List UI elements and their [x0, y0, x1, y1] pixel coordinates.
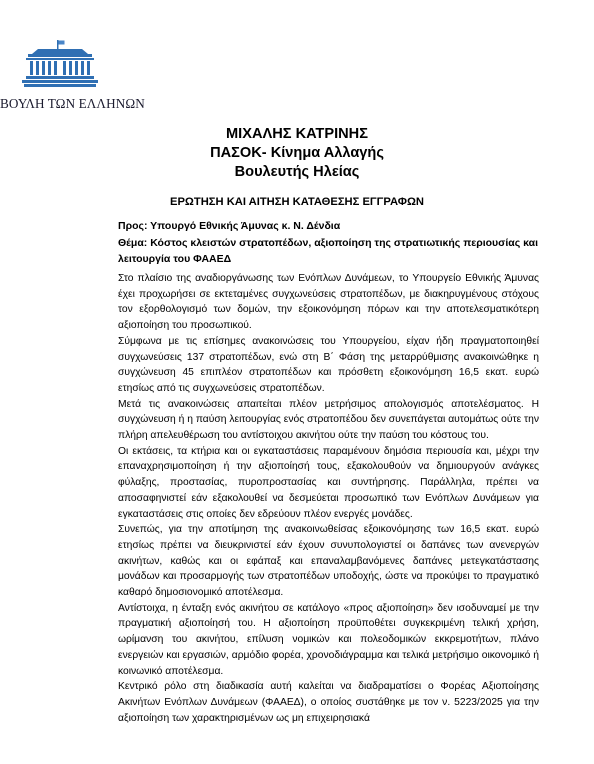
hellenic-parliament-building-icon [22, 40, 98, 90]
document-type: ΕΡΩΤΗΣΗ ΚΑΙ ΑΙΤΗΣΗ ΚΑΤΑΘΕΣΗΣ ΕΓΓΡΑΦΩΝ [169, 196, 424, 208]
mp-name: ΜΙΧΑΛΗΣ ΚΑΤΡΙΝΗΣ [226, 126, 368, 142]
paragraph: Μετά τις ανακοινώσεις απαιτείται πλέον μετρήσιμος απολογισμός αποτελέσματος. Η συγχώνευση ή η παύση λειτουργίας ενός στρατοπέδου δεν συνεπάγεται αυτομάτως ούτε την πλήρη απελευθέρωση του αντίστοιχου ακινήτου ούτε την παύση του κόστους του. [118, 398, 539, 442]
party-name: ΠΑΣΟΚ- Κίνημα Αλλαγής [210, 145, 384, 161]
paragraph: Συνεπώς, για την αποτίμηση της ανακοινωθείσας εξοικονόμησης των 16,5 εκατ. ευρώ ετησίως πρέπει να διευκρινιστεί εάν έχουν συνυπολογιστεί οι δαπάνες των ανενεργών ακινήτων, καθώς και οι εφάπαξ και επαναλαμβανόμενες δαπάνες μετεγκατάστασης μονάδων και προσαρμογής των στρατοπέδων υποδοχής, ώστε να προκύψει το πραγματικό καθαρό δημοσιονομικό αποτέλεσμα. [118, 524, 539, 599]
mp-role: Βουλευτής Ηλείας [234, 164, 360, 180]
subject: Θέμα: Κόστος κλειστών στρατοπέδων, αξιοποίηση της στρατιωτικής περιουσίας και λειτουργία του ΦΑΑΕΔ [118, 237, 538, 265]
paragraph: Κεντρικό ρόλο στη διαδικασία αυτή καλείται να διαδραματίσει ο Φορέας Αξιοποίησης Ακινήτων Ενόπλων Δυνάμεων (ΦΑΑΕΔ), ο οποίος συστάθηκε με τον ν. 5223/2025 για την αξιοποίηση των χαρακτηρισμένων ως μη επιχειρησιακά [118, 681, 539, 724]
parliament-logo [22, 40, 98, 90]
paragraph: Σύμφωνα με τις επίσημες ανακοινώσεις του Υπουργείου, είχαν ήδη πραγματοποιηθεί συγχωνεύσεις 137 στρατοπέδων, ενώ στη Β΄ Φάση της μεταρρύθμισης ανακοινώθηκε η συγχώνευση 45 επιπλέον στρατοπέδων και πρόσθετη εξοικονόμηση 16,5 εκατ. ευρώ ετησίως από τις συγχωνεύσεις στρατοπέδων. [118, 335, 539, 394]
paragraph: Οι εκτάσεις, τα κτήρια και οι εγκαταστάσεις παραμένουν δημόσια περιουσία και, μέχρι την επαναχρησιμοποίηση ή την αξιοποίησή τους, εξακολουθούν να δημιουργούν ανάγκες φύλαξης, προστασίας, πυροπροστασίας και συντήρησης. Παράλληλα, πρέπει να αποσαφηνιστεί εάν εξακολουθεί να δεσμεύεται προσωπικό των Ενόπλων Δυνάμεων για εγκαταστάσεις στις οποίες δεν εδρεύουν πλέον ενεργές μονάδες. [118, 445, 539, 520]
paragraph: Στο πλαίσιο της αναδιοργάνωσης των Ενόπλων Δυνάμεων, το Υπουργείο Εθνικής Άμυνας έχει προχωρήσει σε εκτεταμένες συγχωνεύσεις στρατοπέδων, με διακηρυγμένους στόχους τον εξορθολογισμό των δομών, την εξοικονόμηση πόρων και την αποτελεσματικότερη αξιοποίηση του προσωπικού. [118, 273, 539, 332]
parliament-name: ΒΟΥΛΗ ΤΩΝ ΕΛΛΗΝΩΝ [0, 96, 145, 111]
addressee: Προς: Υπουργό Εθνικής Άμυνας κ. Ν. Δένδια [118, 220, 341, 232]
document-body [118, 271, 539, 726]
paragraph: Αντίστοιχα, η ένταξη ενός ακινήτου σε κατάλογο «προς αξιοποίηση» δεν ισοδυναμεί με την πραγματική αξιοποίησή του. Η αξιοποίηση προϋποθέτει συγκεκριμένη τελική χρήση, ωρίμανση του ακινήτου, επίλυση νομικών και πολεοδομικών εκκρεμοτήτων, πλάνο ενεργειών και εργασιών, αρμόδιο φορέα, χρονοδιάγραμμα και τελικά μετρήσιμο οικονομικό ή κοινωνικό αποτέλεσμα. [118, 602, 539, 677]
